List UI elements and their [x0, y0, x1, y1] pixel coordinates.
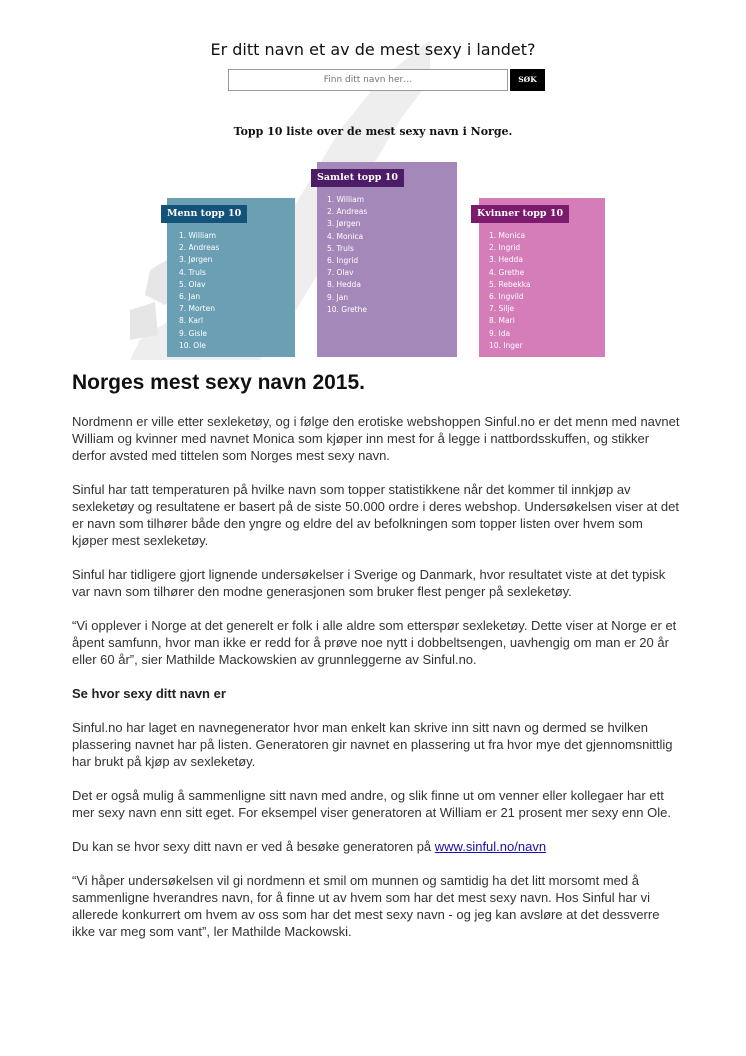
paragraph: Nordmenn er ville etter sexleketøy, og i følge den erotiske webshoppen Sinful.no er det menn med navnet William og kvinner med navnet Monica som kjøper inn mest for å legge i nattbordsskuffen, og stikker derfor avsted med tittelen som Norges mest sexy navn.	[72, 414, 680, 463]
combined-list-title: Samlet topp 10	[311, 169, 404, 187]
list-item: 4. Truls	[179, 267, 206, 277]
list-item: 7. Silje	[489, 304, 515, 314]
list-item: 5. Truls	[327, 243, 354, 253]
list-item: 6. Ingrid	[327, 256, 359, 266]
list-item: 5. Olav	[179, 279, 206, 289]
paragraph: Sinful har tidligere gjort lignende undersøkelser i Sverige og Danmark, hvor resultatet viste at det typisk var navn som tilhører den modne generasjonen som bruker flest penger på sexleketøy.	[72, 567, 666, 599]
list-item: 5. Rebekka	[489, 279, 531, 289]
list-item: 2. Andreas	[327, 207, 368, 217]
paragraph: Sinful har tatt temperaturen på hvilke navn som topper statistikkene når det kommer til innkjøp av sexleketøy og resultatene er basert på de siste 50.000 ordre i deres webshop. Undersøkelsen viser at det er navn som tilhører både den yngre og eldre del av befolkningen som topper listen over hvem som kjøper mest sexleketøy.	[72, 482, 679, 548]
list-item: 3. Hedda	[489, 255, 523, 265]
list-item: 9. Jan	[327, 292, 349, 302]
paragraph: Sinful.no har laget en navnegenerator hvor man enkelt kan skrive inn sitt navn og dermed se hvilken plassering navnet har på listen. Generatoren gir navnet en plassering ut fra hvor mye det gjennomsnittlig har brukt på kjøp av sexleketøy.	[72, 720, 673, 769]
list-item: 1. Monica	[489, 231, 526, 240]
list-item: 4. Monica	[327, 231, 364, 241]
list-item: 1. William	[179, 231, 217, 240]
section-heading: Se hvor sexy ditt navn er	[72, 686, 226, 701]
link-intro-text: Du kan se hvor sexy ditt navn er ved å besøke generatoren på	[72, 839, 435, 854]
banner-headline: Er ditt navn et av de mest sexy i landet?	[210, 40, 536, 59]
list-item: 1. William	[327, 195, 365, 204]
list-item: 9. Ida	[489, 328, 511, 338]
quote-paragraph: “Vi opplever i Norge at det generelt er folk i alle aldre som etterspør sexleketøy. Dette viser at Norge er et åpent samfunn, hvor man ikke er redd for å prøve noe nytt i dobbeltsengen, uavhengig om man er 20 år eller 60 år”, sier Mathilde Mackowskien av grunnleggerne av Sinful.no.	[72, 618, 677, 667]
list-item: 10. Inger	[489, 340, 523, 350]
list-item: 6. Ingvild	[489, 292, 524, 302]
list-item: 4. Grethe	[489, 267, 525, 277]
quote-paragraph: “Vi håper undersøkelsen vil gi nordmenn et smil om munnen og samtidig ha det litt morsomt med å sammenligne hverandres navn, for å finne ut av hvem som har det mest sexy navn. Hos Sinful har vi allerede konkurrert om hvem av oss som har det mest sexy navn - og jeg kan avsløre at det dessverre ikke var meg som vant”, ler Mathilde Mackowski.	[72, 873, 660, 939]
search-button[interactable]: SØK	[510, 69, 545, 91]
article	[72, 370, 682, 957]
list-item: 6. Jan	[179, 292, 201, 302]
list-item: 3. Jørgen	[327, 219, 361, 229]
list-item: 2. Ingrid	[489, 243, 521, 253]
combined-name-list	[327, 194, 367, 316]
list-title: Topp 10 liste over de mest sexy navn i Norge.	[233, 125, 513, 138]
list-item: 3. Jørgen	[179, 255, 213, 265]
women-name-list	[489, 230, 531, 352]
name-search-input[interactable]	[228, 69, 508, 91]
paragraph: Det er også mulig å sammenligne sitt navn med andre, og slik finne ut om venner eller kollegaer har ett mer sexy navn enn sitt eget. For eksempel viser generatoren at William er 21 prosent mer sexy enn Ole.	[72, 788, 671, 820]
list-item: 7. Morten	[179, 304, 215, 314]
generator-link[interactable]: www.sinful.no/navn	[434, 839, 547, 854]
infographic	[0, 0, 746, 362]
paragraph	[72, 838, 682, 855]
men-list-title: Menn topp 10	[161, 205, 247, 223]
list-item: 10. Grethe	[327, 304, 367, 314]
list-item: 9. Gisle	[179, 328, 208, 338]
men-name-list	[179, 230, 219, 352]
list-item: 8. Hedda	[327, 280, 361, 290]
list-item: 10. Ole	[179, 340, 206, 350]
list-item: 2. Andreas	[179, 243, 220, 253]
list-item: 7. Olav	[327, 268, 354, 278]
list-item: 8. Mari	[489, 316, 515, 326]
article-title: Norges mest sexy navn 2015.	[72, 371, 365, 394]
women-list-title: Kvinner topp 10	[471, 205, 569, 223]
list-item: 8. Karl	[179, 316, 204, 326]
